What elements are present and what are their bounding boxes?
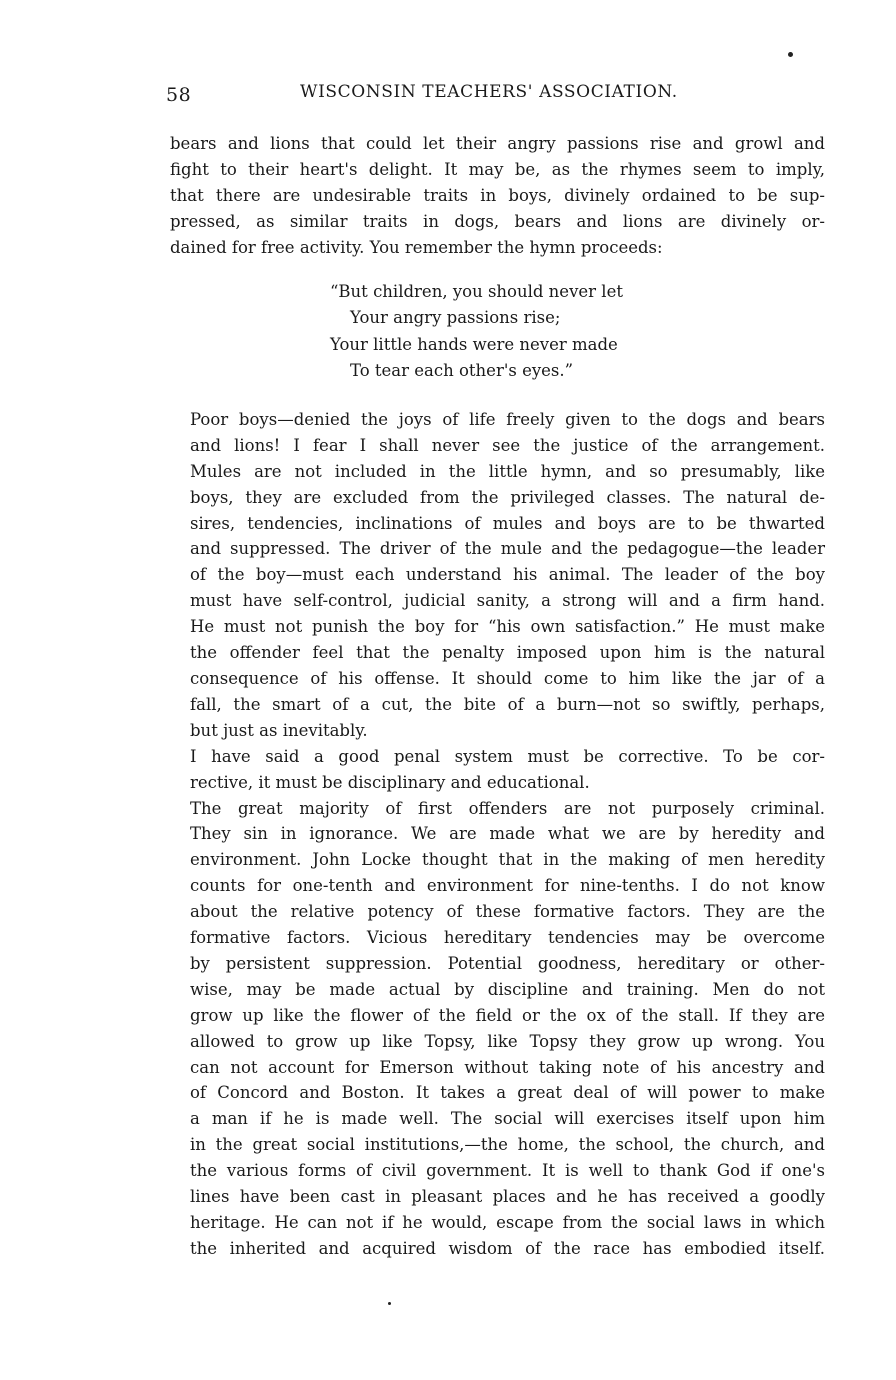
text-line: about the relative potency of these formative factors. They are the: [190, 902, 825, 922]
text-line: the inherited and acquired wisdom of the race has embodied itself.: [190, 1238, 825, 1258]
running-head: WISCONSIN TEACHERS' ASSOCIATION.: [300, 82, 678, 102]
text-line: formative factors. Vicious hereditary tendencies may be overcome: [190, 928, 825, 948]
poem-line: Your little hands were never made: [330, 334, 618, 354]
text-line: of Concord and Boston. It takes a great deal of will power to make: [190, 1083, 825, 1103]
text-line: but just as inevitably.: [190, 720, 368, 740]
text-line: must have self-control, judicial sanity, a strong will and a firm hand.: [190, 591, 825, 611]
text-line: He must not punish the boy for “his own satisfaction.” He must make: [190, 617, 825, 637]
text-line: that there are undesirable traits in boys, divinely ordained to be sup-: [170, 185, 825, 205]
text-line: heritage. He can not if he would, escape from the social laws in which: [190, 1213, 825, 1232]
paragraph-1: [170, 131, 825, 261]
text-line: bears and lions that could let their angry passions rise and growl and: [170, 134, 825, 153]
page-number: 58: [166, 84, 192, 106]
scan-speck: [788, 52, 793, 57]
text-line: fall, the smart of a cut, the bite of a burn—not so swiftly, perhaps,: [190, 694, 825, 714]
text-line: in the great social institutions,—the home, the school, the church, and: [190, 1135, 825, 1155]
text-line: rective, it must be disciplinary and educational.: [190, 772, 590, 792]
body-text: [170, 131, 825, 1262]
paragraph-4: [170, 796, 825, 1262]
text-line: the offender feel that the penalty imposed upon him is the natural: [190, 643, 825, 663]
text-line: a man if he is made well. The social will exercises itself upon him: [190, 1109, 825, 1129]
text-line: of the boy—must each understand his animal. The leader of the boy: [190, 565, 825, 585]
hymn-quotation: [330, 279, 825, 385]
text-line: pressed, as similar traits in dogs, bears and lions are divinely or-: [170, 211, 825, 231]
text-line: the various forms of civil government. It is well to thank God if one's: [190, 1161, 825, 1181]
text-line: The great majority of first offenders are not purposely criminal.: [190, 798, 825, 818]
text-line: can not account for Emerson without taking note of his ancestry and: [190, 1057, 825, 1077]
page-header: [166, 80, 826, 110]
text-line: boys, they are excluded from the privileged classes. The natural de-: [190, 487, 825, 507]
text-line: and lions! I fear I shall never see the justice of the arrangement.: [190, 435, 825, 455]
text-line: fight to their heart's delight. It may be, as the rhymes seem to imply,: [170, 159, 825, 179]
text-line: lines have been cast in pleasant places and he has received a goodly: [190, 1187, 825, 1207]
text-line: Mules are not included in the little hymn, and so presumably, like: [190, 461, 825, 481]
poem-line: To tear each other's eyes.”: [350, 361, 574, 381]
text-line: consequence of his offense. It should come to him like the jar of a: [190, 668, 825, 688]
text-line: grow up like the flower of the field or the ox of the stall. If they are: [190, 1005, 825, 1025]
text-line: They sin in ignorance. We are made what we are by heredity and: [190, 824, 825, 844]
text-line: I have said a good penal system must be corrective. To be cor-: [190, 746, 825, 766]
paragraph-2: [170, 407, 825, 744]
text-line: dained for free activity. You remember the hymn proceeds:: [170, 237, 663, 257]
text-line: Poor boys—denied the joys of life freely given to the dogs and bears: [190, 409, 825, 429]
poem-line: Your angry passions rise;: [350, 308, 561, 328]
text-line: environment. John Locke thought that in the making of men heredity: [190, 850, 825, 870]
paragraph-3: [170, 744, 825, 796]
text-line: by persistent suppression. Potential goodness, hereditary or other-: [190, 953, 825, 973]
scan-speck: [388, 1302, 391, 1305]
text-line: allowed to grow up like Topsy, like Topsy they grow up wrong. You: [190, 1031, 825, 1051]
text-line: wise, may be made actual by discipline and training. Men do not: [190, 979, 825, 999]
text-line: and suppressed. The driver of the mule and the pedagogue—the leader: [190, 539, 825, 559]
poem-line: “But children, you should never let: [330, 281, 623, 301]
text-line: counts for one-tenth and environment for nine-tenths. I do not know: [190, 876, 825, 896]
text-line: sires, tendencies, inclinations of mules and boys are to be thwarted: [190, 513, 825, 533]
